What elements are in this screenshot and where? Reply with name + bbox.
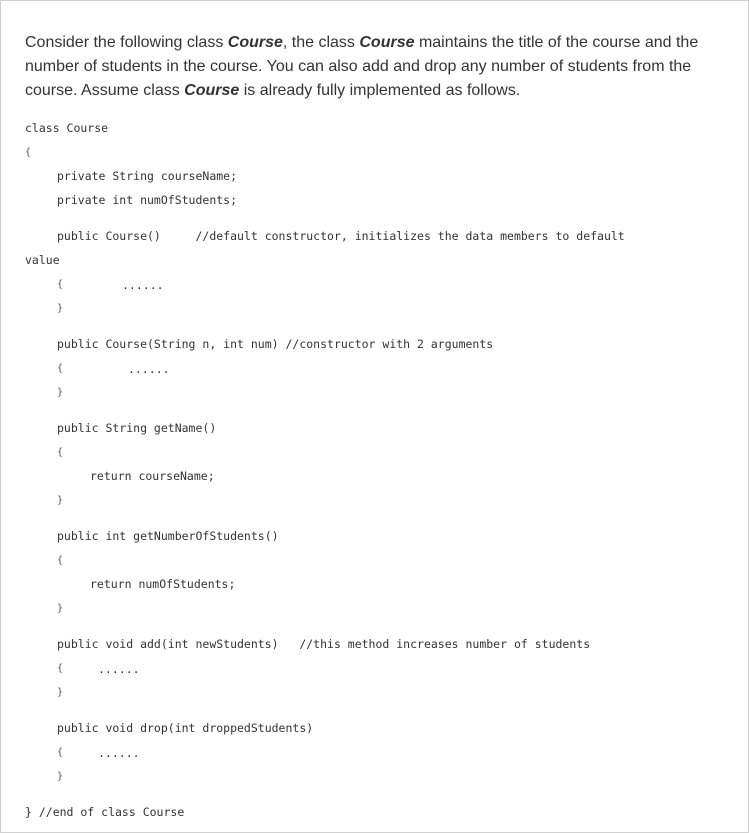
intro-part-2: , the class [282,34,360,51]
code-get-number-open: { [57,555,64,566]
code-get-name-close: } [57,495,64,506]
code-args-constructor: public Course(String n, int num) //constructor with 2 arguments [57,337,494,351]
code-default-constructor-open: { [57,279,64,290]
code-default-constructor: public Course() //default constructor, initializes the data members to default [57,229,625,243]
intro-part-1: Consider the following class [25,34,228,51]
code-drop-body: ...... [98,746,140,760]
code-get-name-body: return courseName; [90,469,215,483]
code-class-declaration: class Course [25,121,109,135]
code-drop-method: public void drop(int droppedStudents) [57,721,314,735]
code-args-constructor-close: } [57,387,64,398]
code-get-name-open: { [57,447,64,458]
code-class-end: } //end of class Course [25,805,185,819]
code-get-number-method: public int getNumberOfStudents() [57,529,279,543]
class-name-emphasis-3: Course [184,82,240,99]
code-class-open-brace: { [25,147,32,158]
intro-part-4: is already fully implemented as follows. [239,82,521,99]
code-add-method: public void add(int newStudents) //this method increases number of students [57,637,591,651]
code-args-constructor-open: { [57,363,64,374]
code-default-constructor-body: ...... [122,278,164,292]
code-get-name-method: public String getName() [57,421,217,435]
code-add-body: ...... [98,662,140,676]
code-drop-close: } [57,771,64,782]
code-drop-open: { [57,747,64,758]
class-name-emphasis-1: Course [227,34,283,51]
code-get-number-close: } [57,603,64,614]
class-name-emphasis-2: Course [359,34,415,51]
question-text [25,31,725,103]
code-add-close: } [57,687,64,698]
code-add-open: { [57,663,64,674]
code-default-constructor-wrap: value [25,253,60,267]
code-field-course-name: private String courseName; [57,169,238,183]
intro-part-3: maintains the title of the course and the number of students in the course. You can also add and drop any number of students from the course. Assume class [25,34,699,99]
code-get-number-body: return numOfStudents; [90,577,236,591]
code-args-constructor-body: ...... [128,362,170,376]
code-field-num-students: private int numOfStudents; [57,193,238,207]
code-default-constructor-close: } [57,303,64,314]
